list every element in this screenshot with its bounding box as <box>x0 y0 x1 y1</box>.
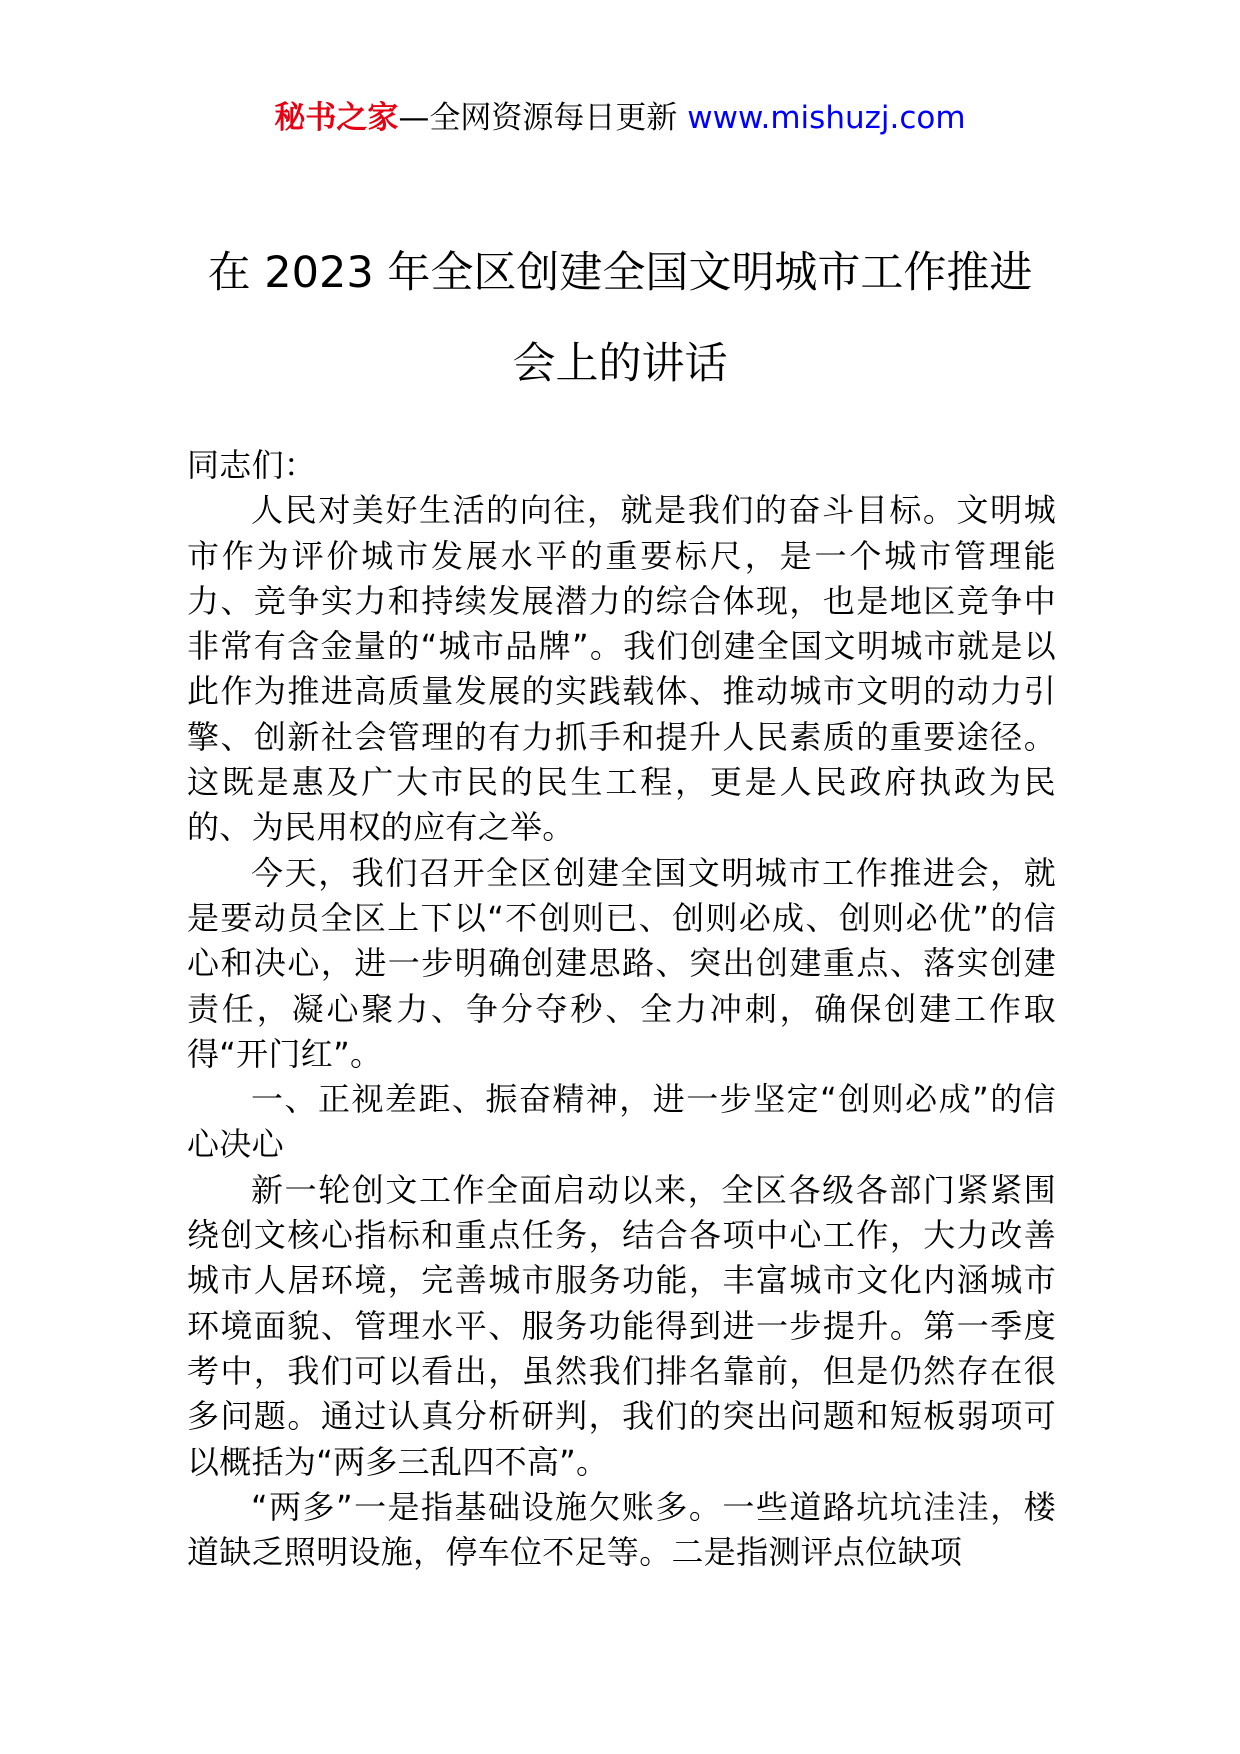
paragraph-1: 人民对美好生活的向往，就是我们的奋斗目标。文明城市作为评价城市发展水平的重要标尺，是一个城市管理能力、竞争实力和持续发展潜力的综合体现，也是地区竞争中非常有含金量的“城市品牌”。我们创建全国文明城市就是以此作为推进高质量发展的实践载体、推动城市文明的动力引擎、创新社会管理的有力抓手和提升人民素质的重要途径。这既是惠及广大市民的民生工程，更是人民政府执政为民的、为民用权的应有之举。 <box>187 491 1056 847</box>
title-line-1: 在 2023 年全区创建全国文明城市工作推进 <box>207 248 1033 298</box>
site-url-link[interactable]: www.mishuzj.com <box>687 100 966 136</box>
paragraph-3: 新一轮创文工作全面启动以来，全区各级各部门紧紧围绕创文核心指标和重点任务，结合各项中心工作，大力改善城市人居环境，完善城市服务功能，丰富城市文化内涵城市环境面貌、管理水平、服务功能得到进一步提升。第一季度考中，我们可以看出，虽然我们排名靠前，但是仍然存在很多问题。通过认真分析研判，我们的突出问题和短板弱项可以概括为“两多三乱四不高”。 <box>187 1170 1056 1481</box>
title-line-2: 会上的讲话 <box>512 339 728 389</box>
section-heading-1: 一、正视差距、振奋精神，进一步坚定“创则必成”的信心决心 <box>187 1080 1056 1164</box>
paragraph-4: “两多”一是指基础设施欠账多。一些道路坑坑洼洼，楼道缺乏照明设施，停车位不足等。二是指测评点位缺项 <box>187 1487 1056 1572</box>
document-body <box>187 443 1056 1575</box>
site-header <box>0 98 1240 138</box>
document-title <box>140 228 1100 410</box>
header-tagline: —全网资源每日更新 <box>398 100 688 136</box>
brand-name: 秘书之家 <box>274 100 399 136</box>
salutation: 同志们： <box>187 446 317 484</box>
paragraph-2: 今天，我们召开全区创建全国文明城市工作推进会，就是要动员全区上下以“不创则已、创则必成、创则必优”的信心和决心，进一步明确创建思路、突出创建重点、落实创建责任，凝心聚力、争分夺秒、全力冲刺，确保创建工作取得“开门红”。 <box>187 853 1056 1073</box>
